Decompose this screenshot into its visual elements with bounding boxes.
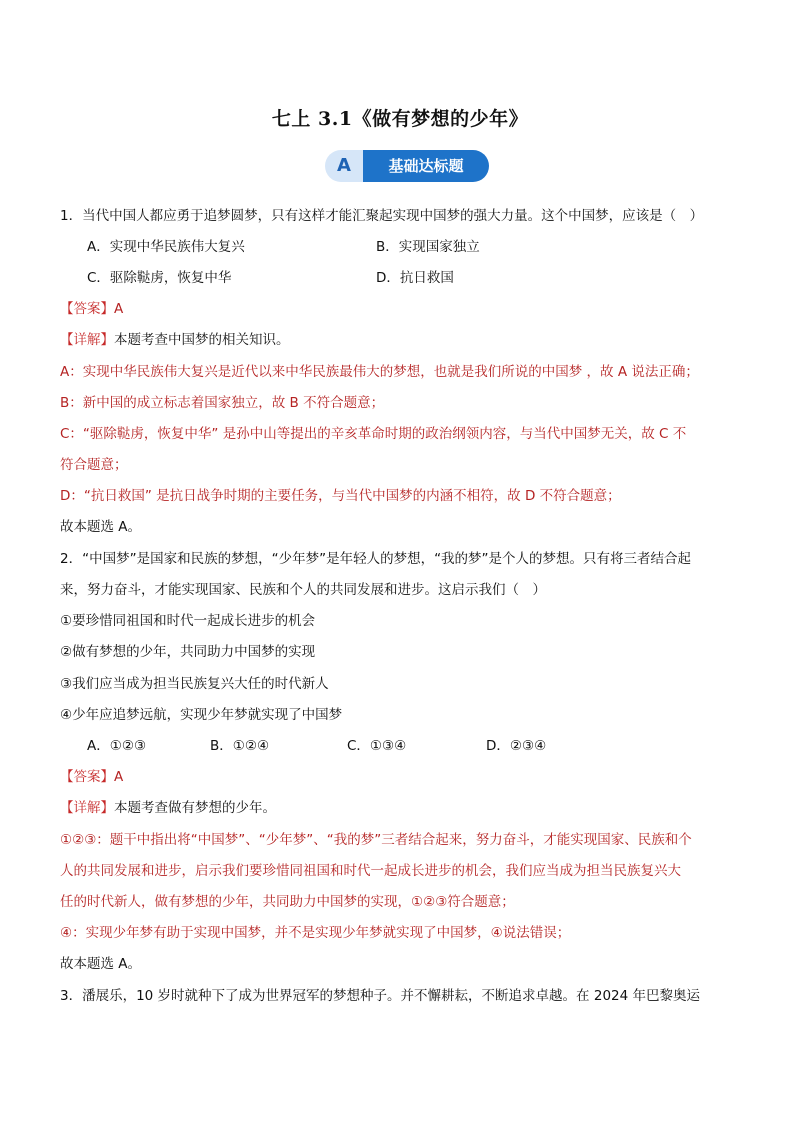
q1-option-c: C．驱除鞑虏，恢复中华 [87,270,232,286]
q2-option-b: B．①②④ [210,738,270,754]
q2-detail [60,798,740,818]
badge-letter: A [325,150,363,182]
answer-value: A [114,301,124,317]
q2-item-2: ②做有梦想的少年，共同助力中国梦的实现 [60,644,316,660]
answer-tag: 【答案】 [60,769,114,785]
q2-analysis-2: 人的共同发展和进步，启示我们要珍惜同祖国和时代一起成长进步的机会，我们应当成为担当民族复兴大 [60,863,681,879]
q1-analysis-c-cont: 符合题意； [60,457,128,473]
q2-item-1: ①要珍惜同祖国和时代一起成长进步的机会 [60,613,316,629]
q2-stem-line-2: 来，努力奋斗，才能实现国家、民族和个人的共同发展和进步。这启示我们（ ） [60,582,546,598]
q1-analysis-b: B：新中国的成立标志着国家独立，故 B 不符合题意； [60,395,385,411]
q2-analysis-4: ④：实现少年梦有助于实现中国梦，并不是实现少年梦就实现了中国梦，④说法错误； [60,925,571,941]
q1-option-a: A．实现中华民族伟大复兴 [87,239,245,255]
q2-answer [60,767,740,787]
q2-option-a: A．①②③ [87,738,147,754]
q1-option-b: B．实现国家独立 [376,239,480,255]
page-title: 七上 3.1《做有梦想的少年》 [271,108,529,130]
badge-text: 基础达标题 [363,150,489,182]
q1-analysis-d: D：“抗日救国” 是抗日战争时期的主要任务，与当代中国梦的内涵不相符，故 D 不符合题意； [60,488,621,504]
q3-stem-line-1: 3．潘展乐，10 岁时就种下了成为世界冠军的梦想种子。并不懈耕耘，不断追求卓越。在 2024 年巴黎奥运 [60,988,700,1004]
detail-tag: 【详解】 [60,800,114,816]
q1-stem: 1．当代中国人都应勇于追梦圆梦，只有这样才能汇聚起实现中国梦的强大力量。这个中国梦，应该是（ ） [60,208,704,224]
q1-analysis-c: C：“驱除鞑虏，恢复中华” 是孙中山等提出的辛亥革命时期的政治纲领内容，与当代中国梦无关，故 C 不 [60,426,687,442]
q2-item-3: ③我们应当成为担当民族复兴大任的时代新人 [60,676,329,692]
answer-value: A [114,769,124,785]
q2-analysis-3: 任的时代新人，做有梦想的少年，共同助力中国梦的实现，①②③符合题意； [60,894,515,910]
q2-conclusion: 故本题选 A。 [60,956,142,972]
q2-item-4: ④少年应追梦远航，实现少年梦就实现了中国梦 [60,707,343,723]
q1-analysis-a: A：实现中华民族伟大复兴是近代以来中华民族最伟大的梦想，也就是我们所说的中国梦 ，故 A 说法正确； [60,364,699,380]
q2-stem-line-1: 2．“中国梦”是国家和民族的梦想，“少年梦”是年轻人的梦想，“我的梦”是个人的梦想。只有将三者结合起 [60,551,692,567]
detail-text: 本题考查做有梦想的少年。 [114,800,276,816]
q1-detail [60,330,740,350]
section-badge [325,150,489,182]
q1-answer [60,299,740,319]
q2-option-d: D．②③④ [486,738,547,754]
q1-option-d: D．抗日救国 [376,270,454,286]
detail-text: 本题考查中国梦的相关知识。 [114,332,290,348]
q2-analysis-1: ①②③：题干中指出将“中国梦”、“少年梦”、“我的梦”三者结合起来，努力奋斗，才能实现国家、民族和个 [60,832,692,848]
detail-tag: 【详解】 [60,332,114,348]
q1-conclusion: 故本题选 A。 [60,519,142,535]
q2-option-c: C．①③④ [347,738,407,754]
answer-tag: 【答案】 [60,301,114,317]
